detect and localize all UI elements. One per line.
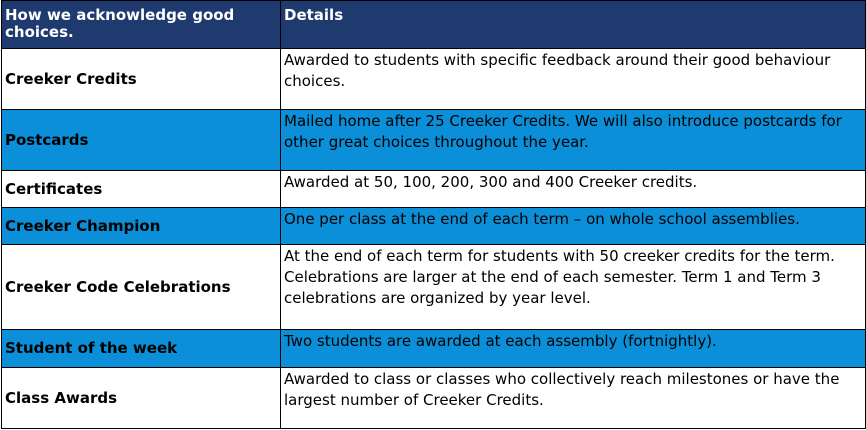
row-details: Mailed home after 25 Creeker Credits. We will also introduce postcards for other great choices throughout the year. [281,110,866,171]
row-label: Creeker Champion [2,208,281,245]
row-details: Awarded to class or classes who collectively reach milestones or have the largest number of Creeker Credits. [281,368,866,429]
table-row [2,245,866,330]
acknowledgement-table [1,0,866,429]
table-header-row [2,1,866,49]
row-label: Student of the week [2,330,281,368]
header-details: Details [281,1,866,49]
table-row [2,208,866,245]
row-details: Awarded to students with specific feedback around their good behaviour choices. [281,49,866,110]
row-label: Creeker Code Celebrations [2,245,281,330]
row-label: Class Awards [2,368,281,429]
row-label: Postcards [2,110,281,171]
header-method: How we acknowledge good choices. [2,1,281,49]
row-label: Certificates [2,171,281,208]
table-row [2,368,866,429]
row-details: Awarded at 50, 100, 200, 300 and 400 Creeker credits. [281,171,866,208]
table-row [2,171,866,208]
row-details: Two students are awarded at each assembly (fortnightly). [281,330,866,368]
row-details: One per class at the end of each term – on whole school assemblies. [281,208,866,245]
row-details: At the end of each term for students with 50 creeker credits for the term. Celebrations are larger at the end of each semester. Term 1 and Term 3 celebrations are organized by year level. [281,245,866,330]
row-label: Creeker Credits [2,49,281,110]
table-row [2,110,866,171]
table-row [2,49,866,110]
table-row [2,330,866,368]
